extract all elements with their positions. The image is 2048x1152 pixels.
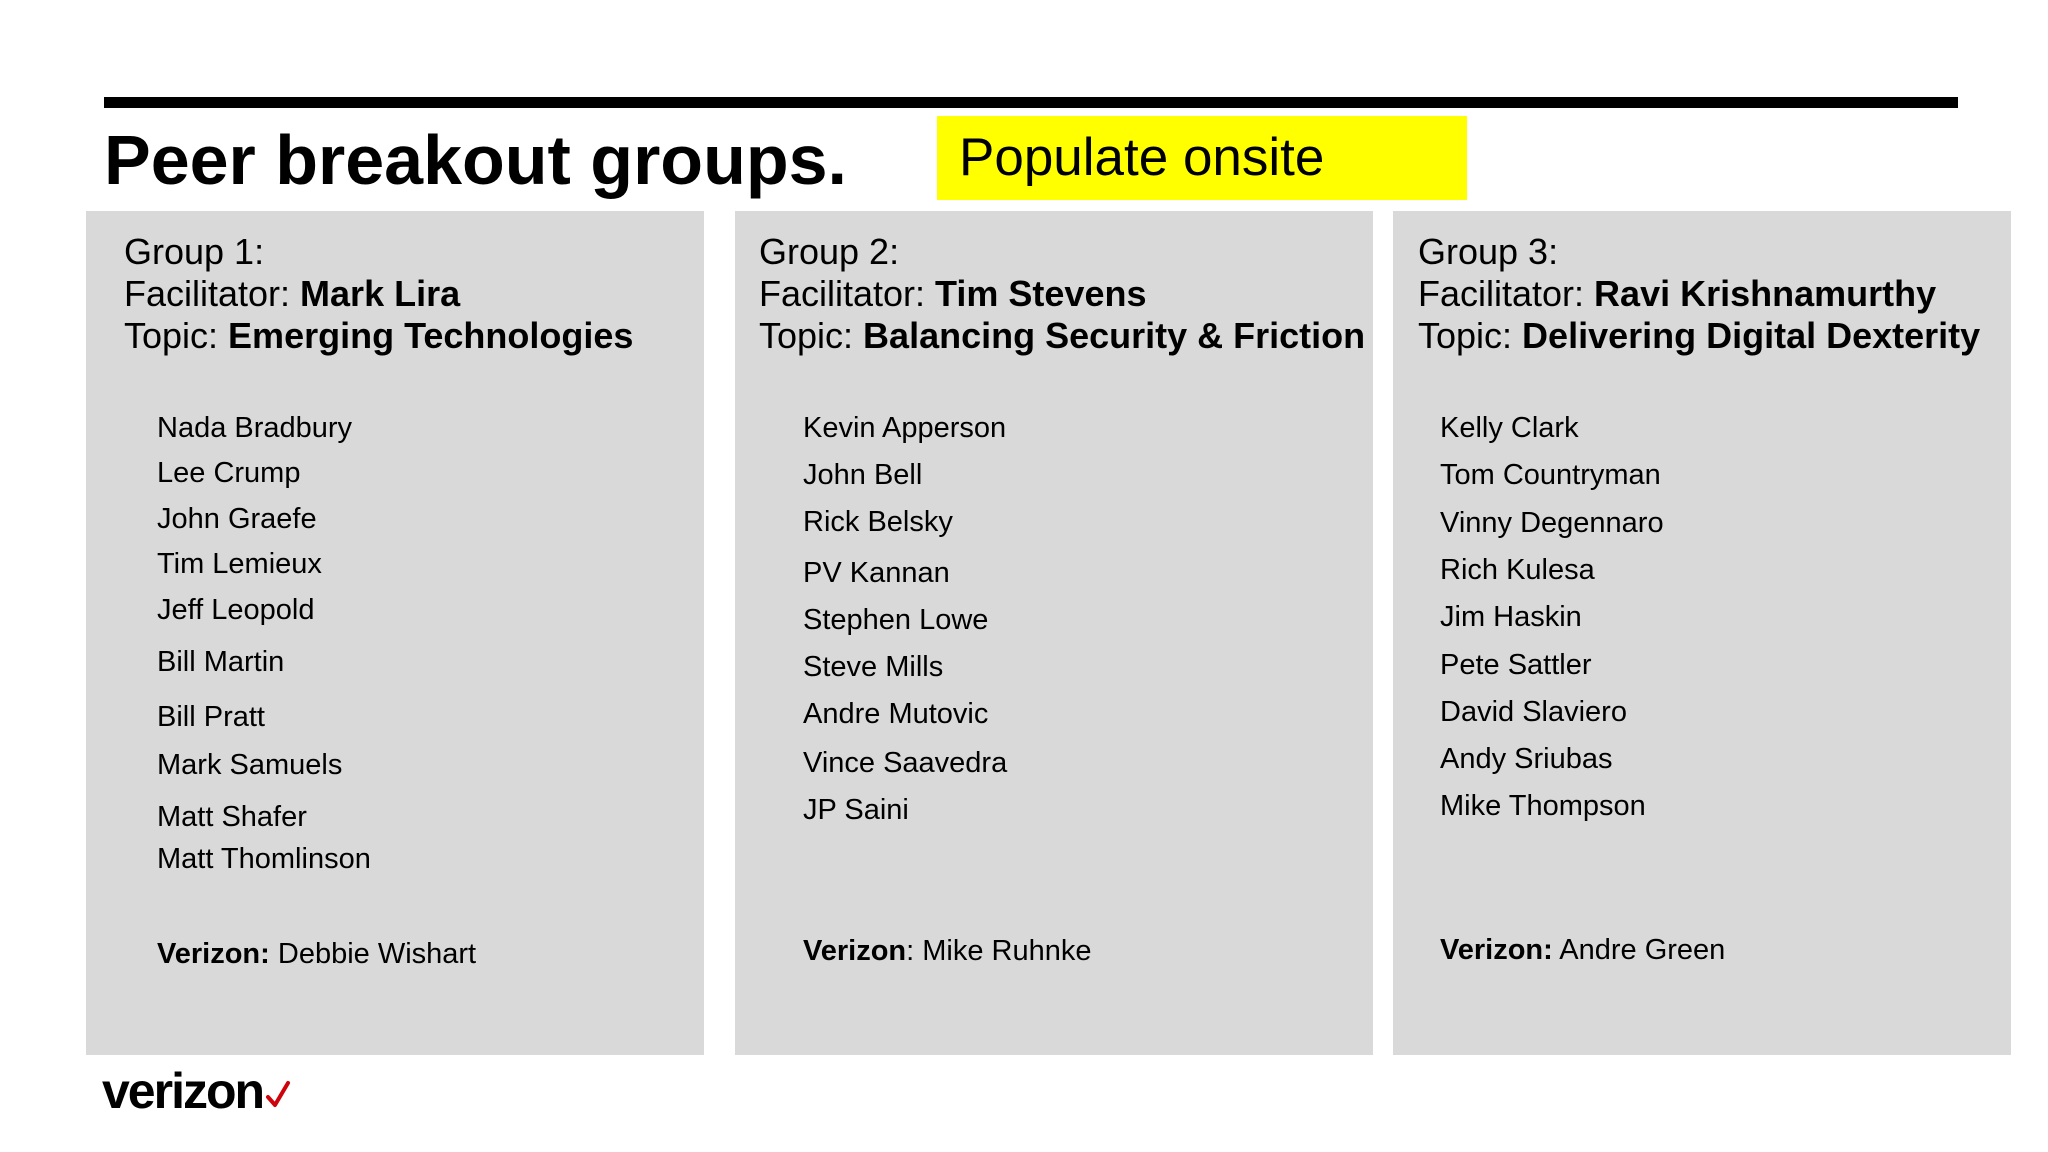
- verizon-contact: [157, 937, 476, 971]
- group-label: Group 1:: [124, 231, 265, 272]
- topic-line: [759, 315, 1365, 357]
- verizon-label: Verizon:: [1440, 934, 1553, 966]
- topic-name: Emerging Technologies: [228, 315, 634, 356]
- member-item: John Bell: [803, 459, 923, 491]
- member-item: Lee Crump: [157, 457, 301, 489]
- topic-label: Topic:: [759, 315, 864, 356]
- group-label: Group 3:: [1418, 231, 1559, 272]
- member-item: Jim Haskin: [1440, 601, 1582, 633]
- member-item: PV Kannan: [803, 557, 950, 589]
- topic-label: Topic:: [124, 315, 229, 356]
- facilitator-line: [124, 273, 633, 315]
- member-item: Jeff Leopold: [157, 594, 315, 626]
- title-rule: [104, 97, 1958, 108]
- group-card-2: [735, 211, 1373, 1055]
- member-item: Mike Thompson: [1440, 790, 1646, 822]
- member-item: Vince Saavedra: [803, 747, 1008, 779]
- group-header: [124, 231, 633, 357]
- member-item: Pete Sattler: [1440, 649, 1592, 681]
- facilitator-line: [1418, 273, 1980, 315]
- member-item: Matt Thomlinson: [157, 843, 371, 875]
- verizon-logo: [102, 1063, 291, 1121]
- topic-name: Balancing Security & Friction: [863, 315, 1366, 356]
- verizon-contact: [1440, 933, 1725, 967]
- topic-name: Delivering Digital Dexterity: [1522, 315, 1981, 356]
- group-header: [1418, 231, 1980, 357]
- topic-label: Topic:: [1418, 315, 1523, 356]
- member-item: Kevin Apperson: [803, 412, 1007, 444]
- member-item: Vinny Degennaro: [1440, 507, 1664, 539]
- topic-line: [1418, 315, 1980, 357]
- logo-wordmark: verizon: [102, 1063, 264, 1119]
- verizon-label: Verizon: [803, 935, 907, 967]
- check-icon: [265, 1065, 291, 1121]
- member-item: Nada Bradbury: [157, 412, 353, 444]
- facilitator-label: Facilitator:: [759, 273, 936, 314]
- member-item: Andre Mutovic: [803, 698, 989, 730]
- facilitator-name: Tim Stevens: [935, 273, 1147, 314]
- member-item: JP Saini: [803, 794, 909, 826]
- member-item: Tim Lemieux: [157, 548, 322, 580]
- group-card-1: [86, 211, 704, 1055]
- facilitator-name: Mark Lira: [300, 273, 461, 314]
- member-item: Rick Belsky: [803, 506, 953, 538]
- verizon-name: Andre Green: [1552, 934, 1726, 966]
- member-item: Kelly Clark: [1440, 412, 1579, 444]
- facilitator-label: Facilitator:: [1418, 273, 1595, 314]
- member-item: Bill Martin: [157, 646, 285, 678]
- member-item: Matt Shafer: [157, 801, 307, 833]
- facilitator-line: [759, 273, 1365, 315]
- verizon-name: Debbie Wishart: [269, 938, 477, 970]
- topic-line: [124, 315, 633, 357]
- facilitator-name: Ravi Krishnamurthy: [1594, 273, 1937, 314]
- verizon-contact: [803, 934, 1092, 968]
- page-title: Peer breakout groups.: [104, 121, 847, 199]
- group-label: Group 2:: [759, 231, 900, 272]
- member-item: Andy Sriubas: [1440, 743, 1613, 775]
- populate-onsite-note: Populate onsite: [937, 116, 1467, 200]
- member-item: David Slaviero: [1440, 696, 1627, 728]
- member-item: Mark Samuels: [157, 749, 343, 781]
- member-item: Bill Pratt: [157, 701, 265, 733]
- verizon-name: : Mike Ruhnke: [906, 935, 1092, 967]
- member-item: Stephen Lowe: [803, 604, 989, 636]
- member-item: Steve Mills: [803, 651, 944, 683]
- member-item: John Graefe: [157, 503, 317, 535]
- member-item: Tom Countryman: [1440, 459, 1661, 491]
- group-card-3: [1393, 211, 2011, 1055]
- member-item: Rich Kulesa: [1440, 554, 1595, 586]
- group-header: [759, 231, 1365, 357]
- facilitator-label: Facilitator:: [124, 273, 301, 314]
- verizon-label: Verizon:: [157, 938, 270, 970]
